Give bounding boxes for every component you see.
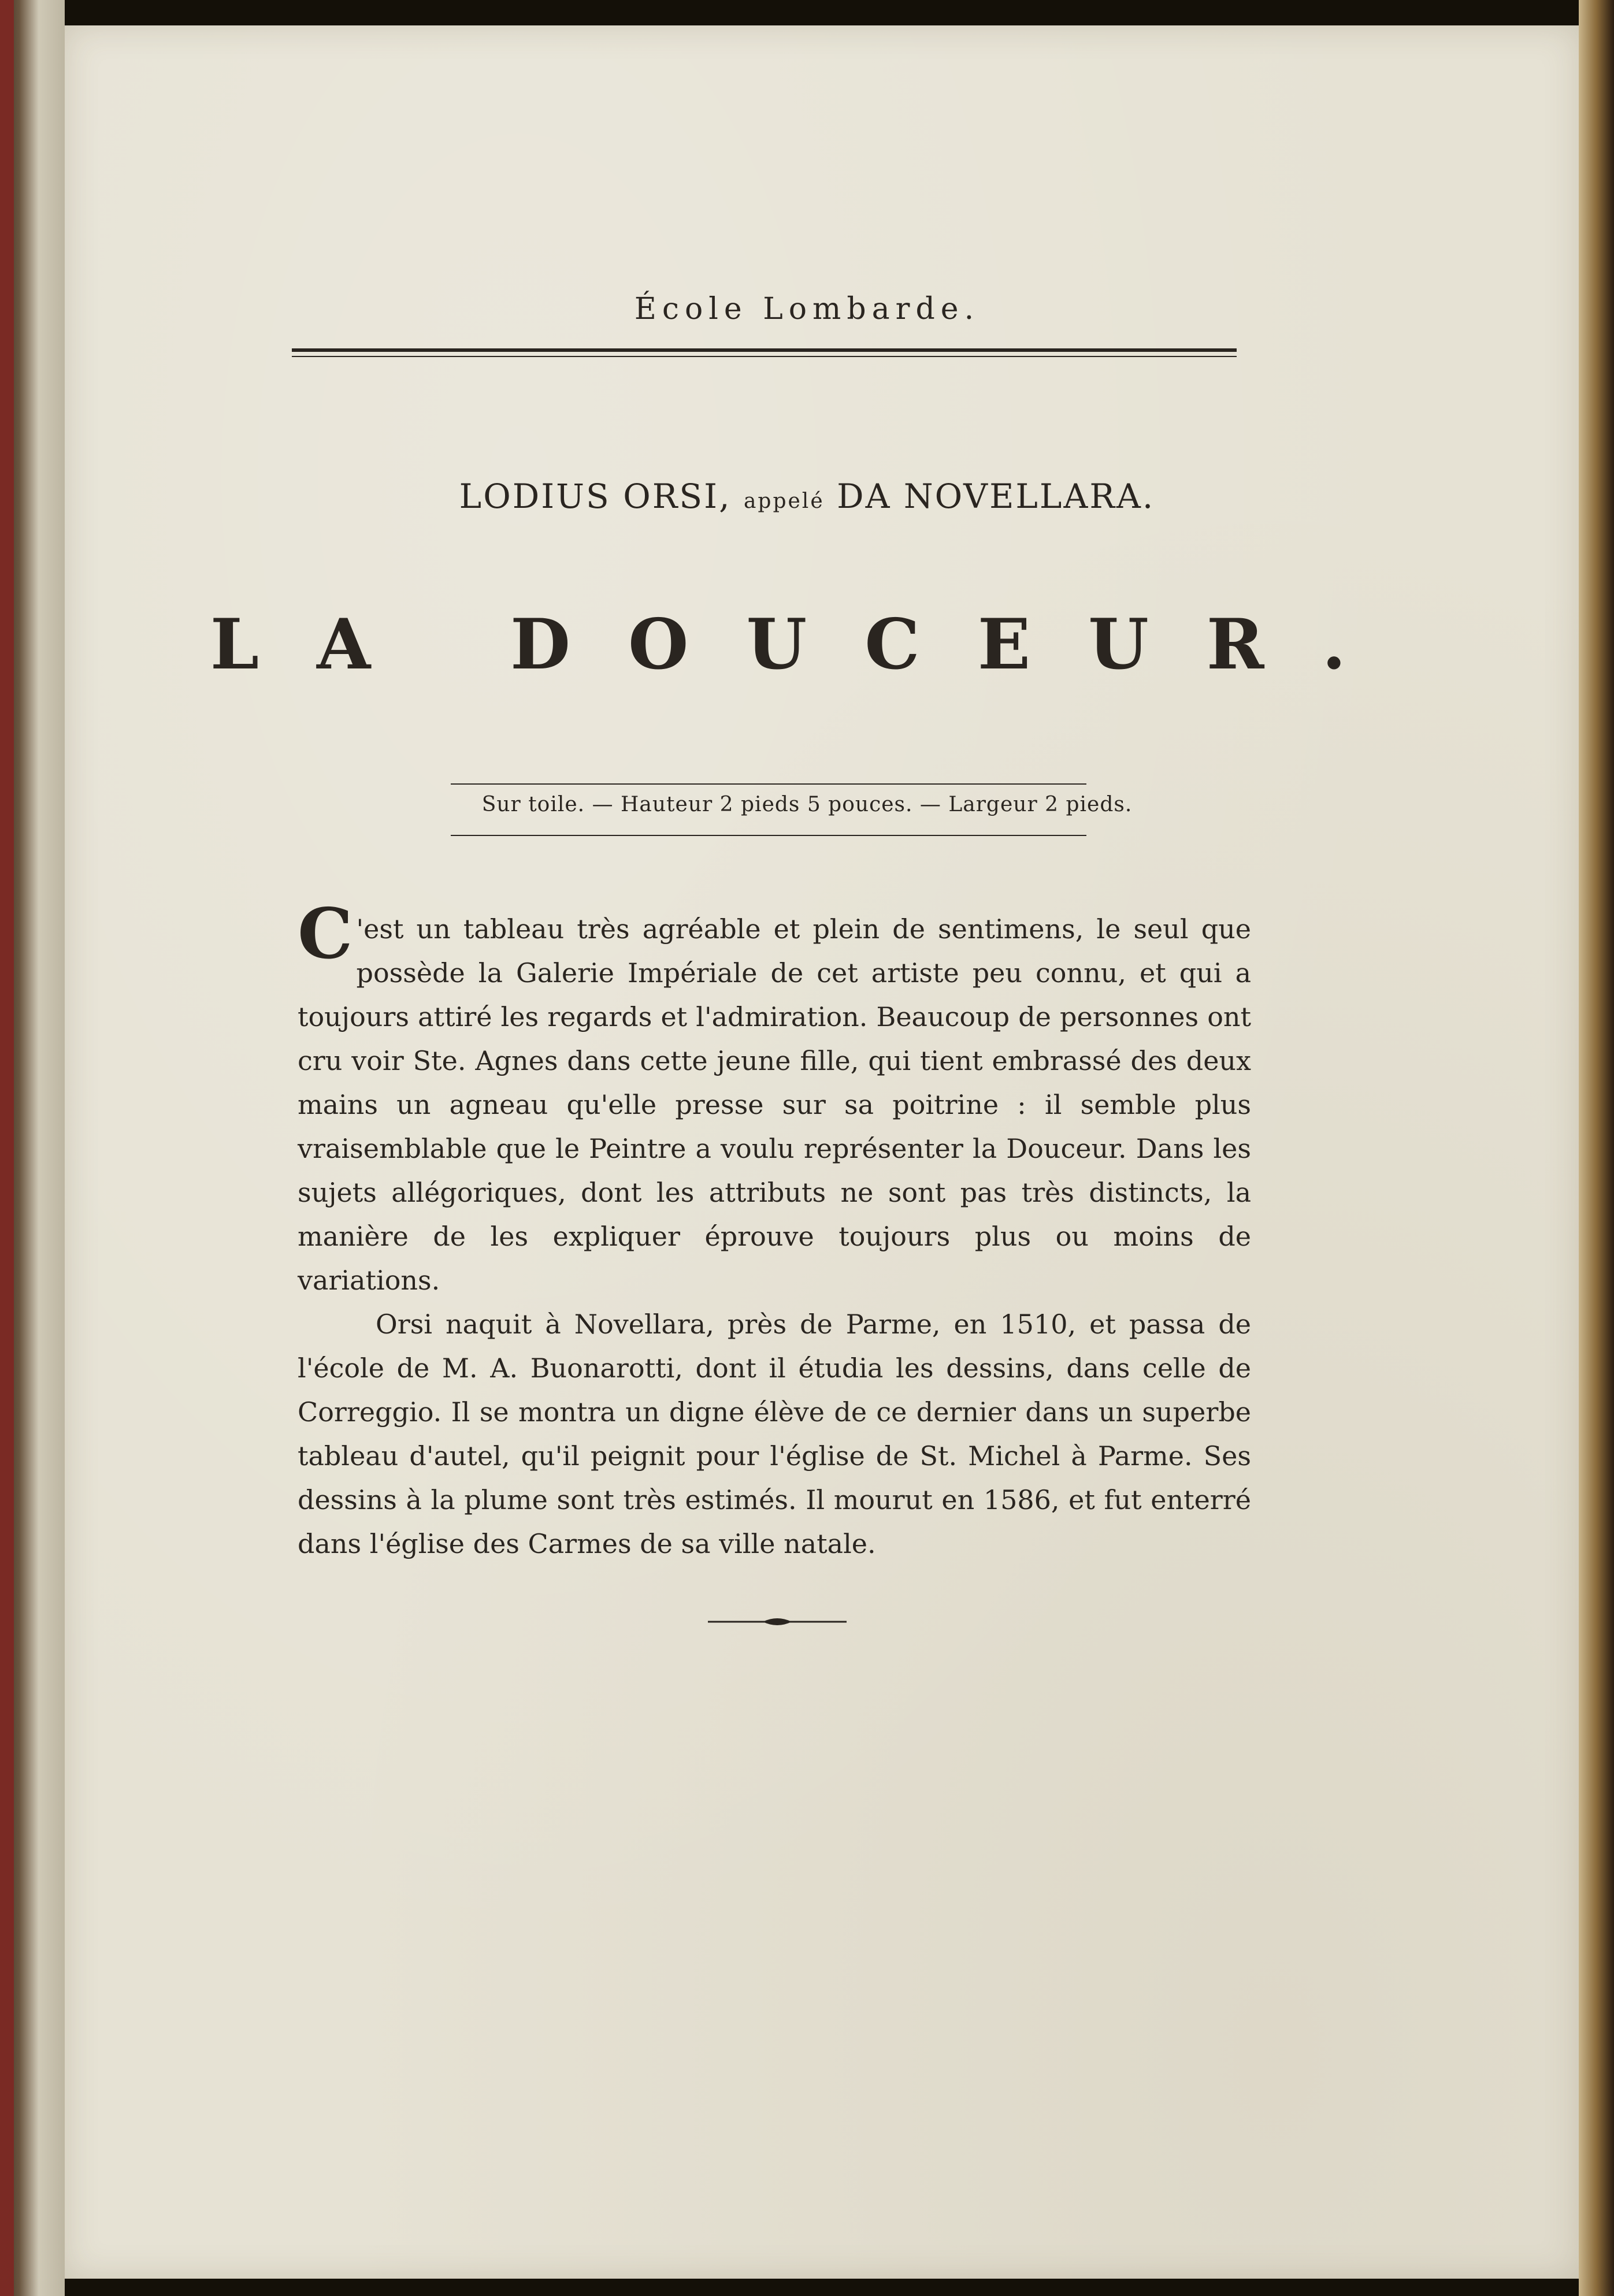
double-rule-thick (292, 348, 1237, 352)
ornament-divider-icon (708, 1610, 847, 1633)
school-heading: École Lombarde. (634, 292, 980, 326)
painting-title: LA DOUCEUR. (210, 604, 1404, 685)
drop-cap: C (298, 893, 353, 975)
double-rule-thin (292, 356, 1237, 357)
right-page-edge (1579, 0, 1614, 2296)
artist-name: LODIUS ORSI, (459, 477, 732, 516)
paragraph-1-text: 'est un tableau très agréable et plein de sentimens, le seul que possède la Galerie Impériale de cet artiste peu connu, et qui a toujours attiré les regards et l'admiration. Beaucoup de personnes ont cru voir Ste. Agnes dans cette jeune fille, qui tient embrassé des deux mains un agneau qu'elle presse sur sa poitrine : il semble plus vraisemblable que le Peintre a voulu représenter la Douceur. Dans les sujets allégoriques, dont les attributs ne sont pas très distincts, la manière de les expliquer éprouve toujours plus ou moins de variations. (298, 913, 1251, 1296)
body-text (298, 893, 1251, 1566)
dimensions-rule-bottom (451, 835, 1086, 836)
book-binding (0, 0, 14, 2296)
paragraph-1 (298, 893, 1251, 1302)
artist-line (0, 477, 1614, 516)
artist-alias: DA NOVELLARA. (837, 477, 1155, 516)
paragraph-2: Orsi naquit à Novellara, près de Parme, en 1510, et passa de l'école de M. A. Buonarotti, dont il étudia les dessins, dans celle de Correggio. Il se montra un digne élève de ce dernier dans un superbe tableau d'autel, qu'il peignit pour l'église de St. Michel à Parme. Ses dessins à la plume sont très estimés. Il mourut en 1586, et fut enterré dans l'église des Carmes de sa ville natale. (298, 1309, 1251, 1559)
dimensions-line: Sur toile. — Hauteur 2 pieds 5 pouces. — Largeur 2 pieds. (481, 793, 1133, 816)
artist-appele: appelé (743, 489, 825, 513)
dimensions-rule-top (451, 783, 1086, 785)
